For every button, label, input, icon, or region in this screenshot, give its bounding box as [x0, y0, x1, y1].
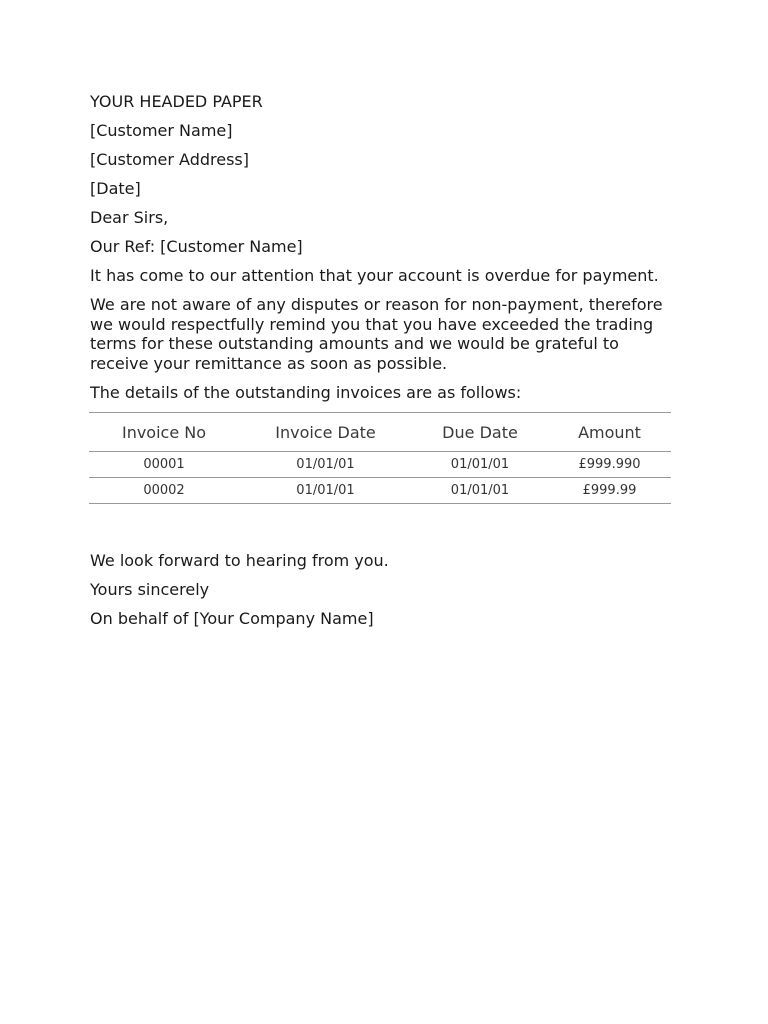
- sign-off: Yours sincerely: [90, 580, 210, 599]
- cell-invoice-no: 00002: [89, 478, 239, 504]
- table-row: [89, 452, 671, 478]
- header-amount: Amount: [548, 413, 671, 452]
- cell-invoice-no: 00001: [89, 452, 239, 478]
- closing-line: We look forward to hearing from you.: [90, 551, 389, 570]
- invoice-table: [89, 412, 671, 504]
- cell-amount: £999.99: [548, 478, 671, 504]
- cell-invoice-date: 01/01/01: [239, 478, 412, 504]
- letter-date: [Date]: [90, 179, 141, 198]
- cell-due-date: 01/01/01: [412, 478, 548, 504]
- letter-page: [90, 92, 680, 638]
- salutation: Dear Sirs,: [90, 208, 169, 227]
- cell-invoice-date: 01/01/01: [239, 452, 412, 478]
- header-invoice-date: Invoice Date: [239, 413, 412, 452]
- reference-line: Our Ref: [Customer Name]: [90, 237, 303, 256]
- header-invoice-no: Invoice No: [89, 413, 239, 452]
- cell-due-date: 01/01/01: [412, 452, 548, 478]
- table-header-row: [89, 413, 671, 452]
- cell-amount: £999.990: [548, 452, 671, 478]
- customer-address: [Customer Address]: [90, 150, 250, 169]
- headed-paper-title: YOUR HEADED PAPER: [90, 92, 263, 111]
- opening-paragraph: It has come to our attention that your account is overdue for payment.: [90, 266, 659, 285]
- table-intro: The details of the outstanding invoices are as follows:: [90, 382, 522, 402]
- customer-name: [Customer Name]: [90, 121, 233, 140]
- header-due-date: Due Date: [412, 413, 548, 452]
- table-row: [89, 478, 671, 504]
- on-behalf-line: On behalf of [Your Company Name]: [90, 609, 374, 628]
- body-paragraph: We are not aware of any disputes or reason for non-payment, therefore we would respectfully remind you that you have exceeded the trading terms for these outstanding amounts and we would be grateful to receive your remittance as soon as possible.: [90, 295, 663, 373]
